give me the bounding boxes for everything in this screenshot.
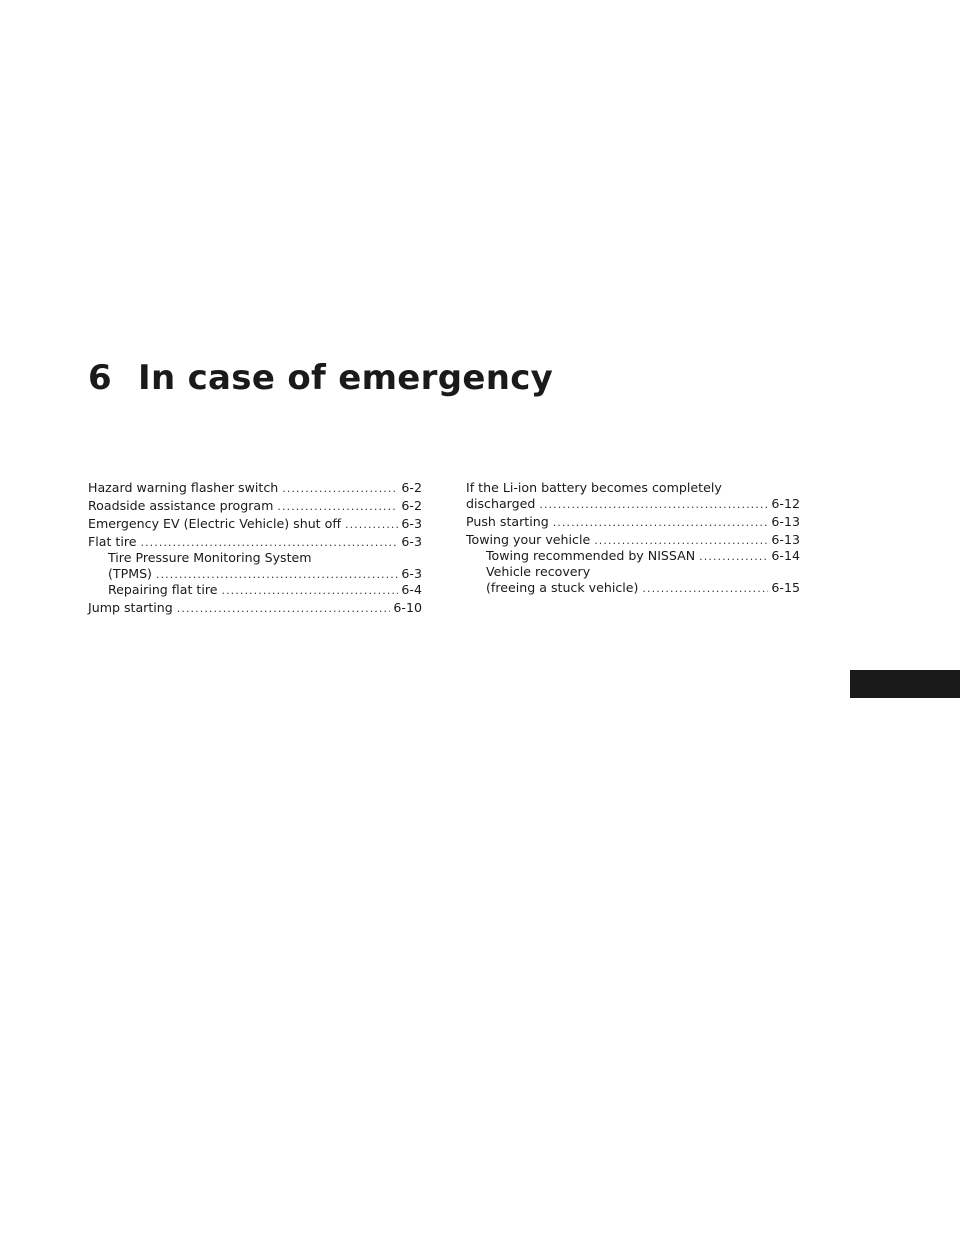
toc-entry-hazard-warning[interactable] bbox=[88, 480, 422, 496]
toc-entry-vehicle-recovery-line1[interactable] bbox=[466, 564, 800, 580]
toc-entry-page: 6-4 bbox=[401, 582, 422, 597]
toc-left-column bbox=[88, 480, 422, 616]
toc-entry-page: 6-2 bbox=[401, 480, 422, 495]
toc-entry-towing-your-vehicle[interactable] bbox=[466, 532, 800, 548]
toc-entry-title: Flat tire bbox=[88, 534, 137, 549]
toc-entry-title: (freeing a stuck vehicle) bbox=[486, 580, 639, 595]
toc-entry-title: Towing your vehicle bbox=[466, 532, 591, 547]
chapter-thumb-tab bbox=[850, 670, 960, 698]
toc-entry-push-starting[interactable] bbox=[466, 514, 800, 530]
toc-leader-dots bbox=[277, 499, 398, 515]
toc-entry-page: 6-3 bbox=[401, 516, 422, 531]
toc-entry-tpms-line1[interactable] bbox=[88, 550, 422, 566]
toc-entry-page: 6-14 bbox=[771, 548, 800, 563]
toc-leader-dots bbox=[141, 535, 399, 551]
toc-entry-title: Emergency EV (Electric Vehicle) shut off bbox=[88, 516, 341, 531]
toc-leader-dots bbox=[642, 581, 768, 597]
toc-entry-li-ion-battery[interactable] bbox=[466, 496, 800, 512]
toc-entry-page: 6-15 bbox=[771, 580, 800, 595]
toc-entry-vehicle-recovery[interactable] bbox=[466, 580, 800, 596]
toc-entry-page: 6-12 bbox=[771, 496, 800, 511]
toc-entry-page: 6-10 bbox=[393, 600, 422, 615]
toc-entry-page: 6-3 bbox=[401, 566, 422, 581]
toc-leader-dots bbox=[539, 497, 768, 513]
toc-entry-page: 6-2 bbox=[401, 498, 422, 513]
toc-entry-title: (TPMS) bbox=[108, 566, 152, 581]
toc-entry-jump-starting[interactable] bbox=[88, 600, 422, 616]
toc-entry-flat-tire[interactable] bbox=[88, 534, 422, 550]
toc-entry-title-line1: Tire Pressure Monitoring System bbox=[108, 550, 312, 565]
toc-leader-dots bbox=[156, 567, 398, 583]
toc-entry-title: Hazard warning flasher switch bbox=[88, 480, 279, 495]
toc-entry-page: 6-13 bbox=[771, 514, 800, 529]
toc-leader-dots bbox=[699, 549, 768, 565]
chapter-title bbox=[88, 358, 553, 398]
toc-leader-dots bbox=[177, 601, 391, 617]
toc-right-column bbox=[466, 480, 800, 596]
toc-entry-title: Jump starting bbox=[88, 600, 173, 615]
toc-entry-li-ion-battery-line1[interactable] bbox=[466, 480, 800, 496]
toc-entry-emergency-ev-shut-off[interactable] bbox=[88, 516, 422, 532]
toc-entry-title-line1: If the Li-ion battery becomes completely bbox=[466, 480, 722, 495]
toc-entry-title: discharged bbox=[466, 496, 536, 511]
toc-entry-towing-recommended[interactable] bbox=[466, 548, 800, 564]
toc-leader-dots bbox=[221, 583, 398, 599]
toc-entry-repairing-flat-tire[interactable] bbox=[88, 582, 422, 598]
toc-leader-dots bbox=[594, 533, 768, 549]
toc-entry-tpms[interactable] bbox=[88, 566, 422, 582]
chapter-title-text: In case of emergency bbox=[138, 358, 554, 398]
toc-entry-title: Push starting bbox=[466, 514, 549, 529]
toc-entry-title: Repairing flat tire bbox=[108, 582, 218, 597]
toc-entry-title: Towing recommended by NISSAN bbox=[486, 548, 696, 563]
toc-entry-page: 6-13 bbox=[771, 532, 800, 547]
toc-entry-title: Roadside assistance program bbox=[88, 498, 274, 513]
toc-leader-dots bbox=[282, 481, 398, 497]
toc-leader-dots bbox=[345, 517, 398, 533]
toc-entry-title-line1: Vehicle recovery bbox=[486, 564, 591, 579]
chapter-number: 6 bbox=[88, 358, 112, 398]
toc-entry-page: 6-3 bbox=[401, 534, 422, 549]
toc-entry-roadside-assistance[interactable] bbox=[88, 498, 422, 514]
toc-leader-dots bbox=[553, 515, 769, 531]
